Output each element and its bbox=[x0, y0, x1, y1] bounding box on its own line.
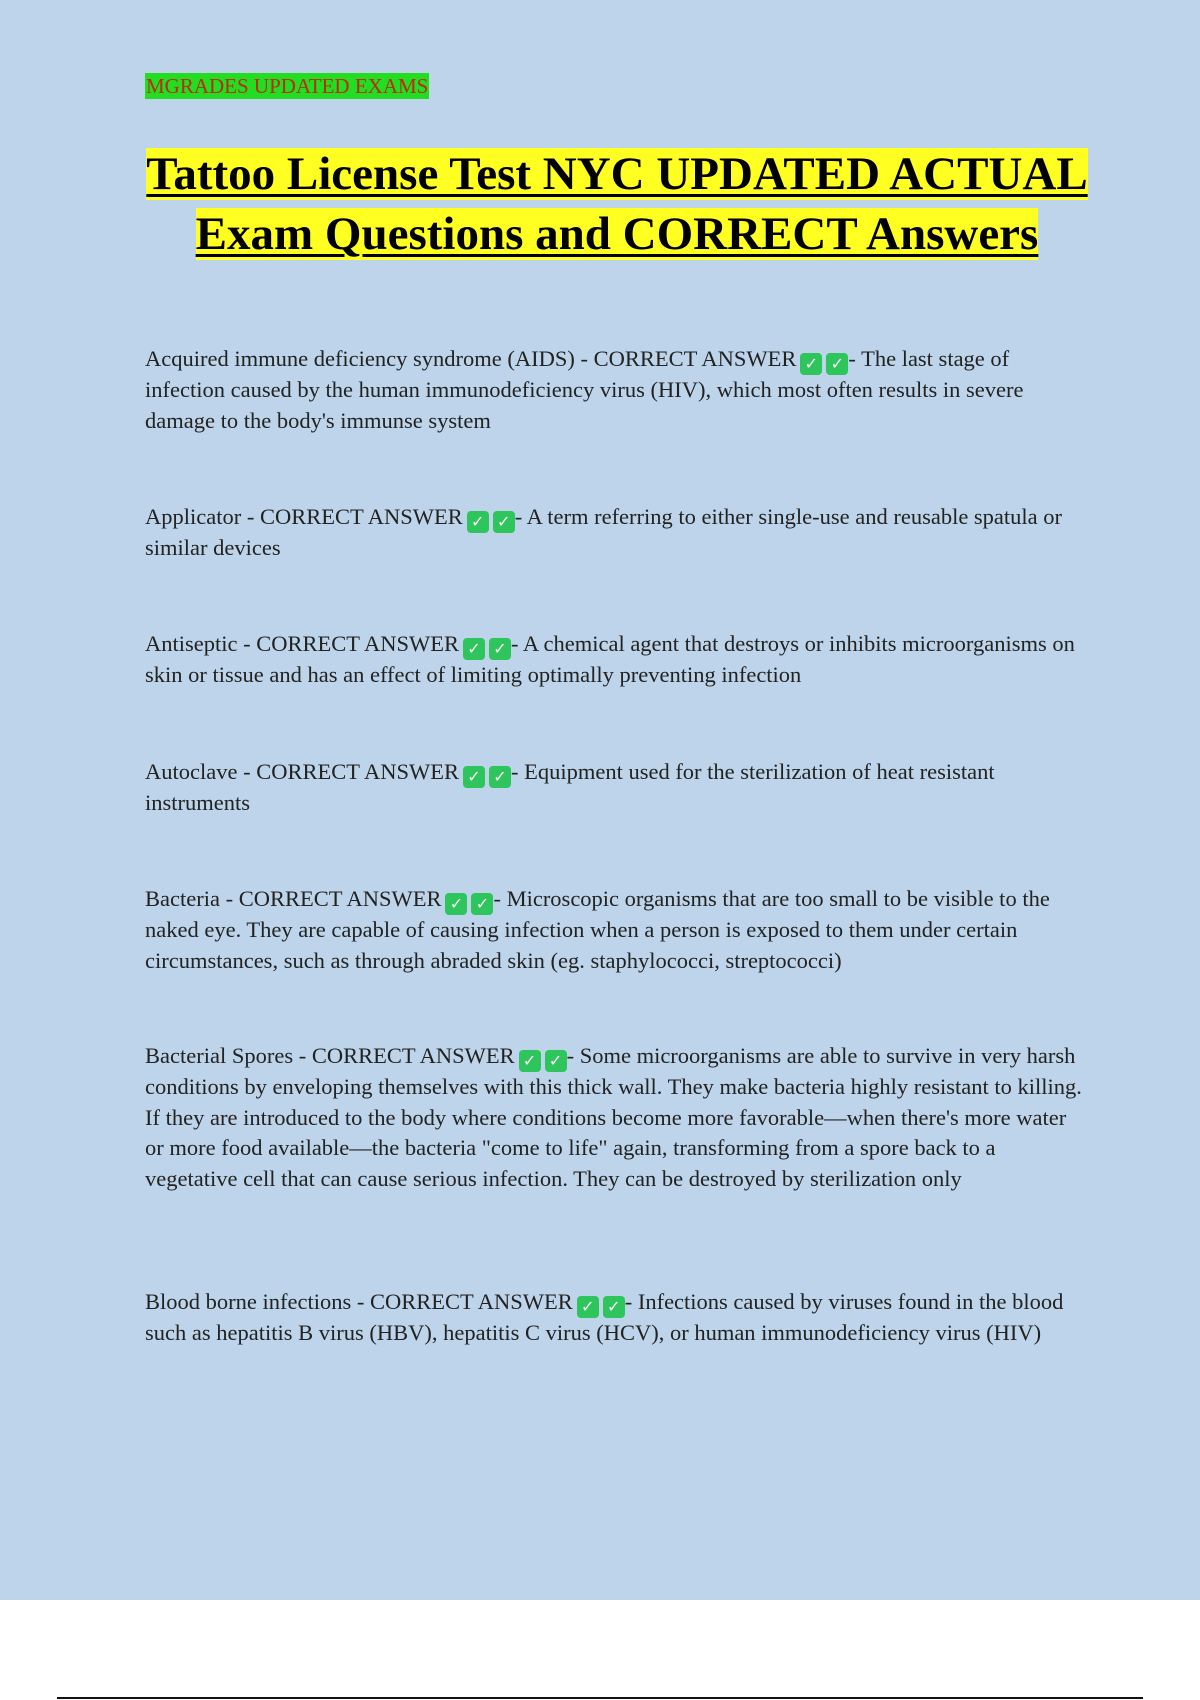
entry-aids bbox=[145, 344, 1090, 436]
answer-marker: CORRECT ANSWER bbox=[593, 346, 797, 371]
check-mark-icon: ✓ bbox=[489, 638, 511, 660]
check-mark-icon: ✓ bbox=[467, 511, 489, 533]
check-mark-icon: ✓ bbox=[471, 893, 493, 915]
entry-autoclave bbox=[145, 757, 1090, 819]
answer-marker: CORRECT ANSWER bbox=[256, 631, 459, 656]
entry-term: Autoclave - bbox=[145, 759, 257, 784]
check-mark-icon: ✓ bbox=[463, 766, 485, 788]
check-mark-icon: ✓ bbox=[577, 1296, 599, 1318]
check-mark-icon: ✓ bbox=[463, 638, 485, 660]
entry-term: Bacterial Spores - bbox=[145, 1043, 312, 1068]
check-mark-icon: ✓ bbox=[493, 511, 515, 533]
entry-definition: - Infections caused by viruses found in the blood such as hepatitis B virus (HBV), hepatitis C virus (HCV), or human immunodeficiency virus (HIV) bbox=[145, 1289, 1064, 1345]
entry-definition: - A chemical agent that destroys or inhibits microorganisms on skin or tissue and has an effect of limiting optimally preventing infection bbox=[145, 631, 1075, 687]
entry-definition: - Equipment used for the sterilization of heat resistant instruments bbox=[145, 759, 995, 815]
check-mark-icon: ✓ bbox=[445, 893, 467, 915]
entry-definition: - A term referring to either single-use and reusable spatula or similar devices bbox=[145, 504, 1063, 560]
entry-term: Bacteria - bbox=[145, 886, 239, 911]
entry-applicator bbox=[145, 502, 1090, 564]
entry-bacterial-spores bbox=[145, 1041, 1090, 1194]
check-mark-icon: ✓ bbox=[826, 353, 848, 375]
entry-blood-borne-infections bbox=[145, 1287, 1090, 1349]
title-text: Tattoo License Test NYC UPDATED ACTUAL Exam Questions and CORRECT Answers bbox=[146, 148, 1088, 260]
page-title bbox=[130, 144, 1104, 264]
header-tag: MGRADES UPDATED EXAMS bbox=[146, 74, 429, 98]
entry-term: Blood borne infections - bbox=[145, 1289, 370, 1314]
check-mark-icon: ✓ bbox=[800, 353, 822, 375]
check-mark-icon: ✓ bbox=[519, 1050, 541, 1072]
entry-definition: - Some microorganisms are able to survive in very harsh conditions by enveloping themselves with this thick wall. They make bacteria highly resistant to killing. If they are introduced to the body where conditions become more favorable—when there's more water or more food available—the bacteria "come to life" again, transforming from a spore back to a vegetative cell that can cause serious infection. They can be destroyed by sterilization only bbox=[145, 1043, 1082, 1191]
answer-marker: CORRECT ANSWER bbox=[256, 759, 459, 784]
entry-term: Acquired immune deficiency syndrome (AIDS) - bbox=[145, 346, 594, 371]
entry-term: Applicator - bbox=[145, 504, 260, 529]
entry-antiseptic bbox=[145, 629, 1090, 691]
entry-bacteria bbox=[145, 884, 1090, 976]
answer-marker: CORRECT ANSWER bbox=[369, 1289, 573, 1314]
answer-marker: CORRECT ANSWER bbox=[238, 886, 442, 911]
check-mark-icon: ✓ bbox=[545, 1050, 567, 1072]
answer-marker: CORRECT ANSWER bbox=[259, 504, 463, 529]
entry-definition: - Microscopic organisms that are too small to be visible to the naked eye. They are capable of causing infection when a person is exposed to them under certain circumstances, such as through abraded skin (eg. staphylococci, streptococci) bbox=[145, 886, 1050, 973]
entry-definition: - The last stage of infection caused by the human immunodeficiency virus (HIV), which most often results in severe damage to the body's immunse system bbox=[145, 346, 1024, 433]
entry-term: Antiseptic - bbox=[145, 631, 257, 656]
footer-divider bbox=[57, 1697, 1143, 1699]
check-mark-icon: ✓ bbox=[489, 766, 511, 788]
check-mark-icon: ✓ bbox=[603, 1296, 625, 1318]
answer-marker: CORRECT ANSWER bbox=[311, 1043, 515, 1068]
